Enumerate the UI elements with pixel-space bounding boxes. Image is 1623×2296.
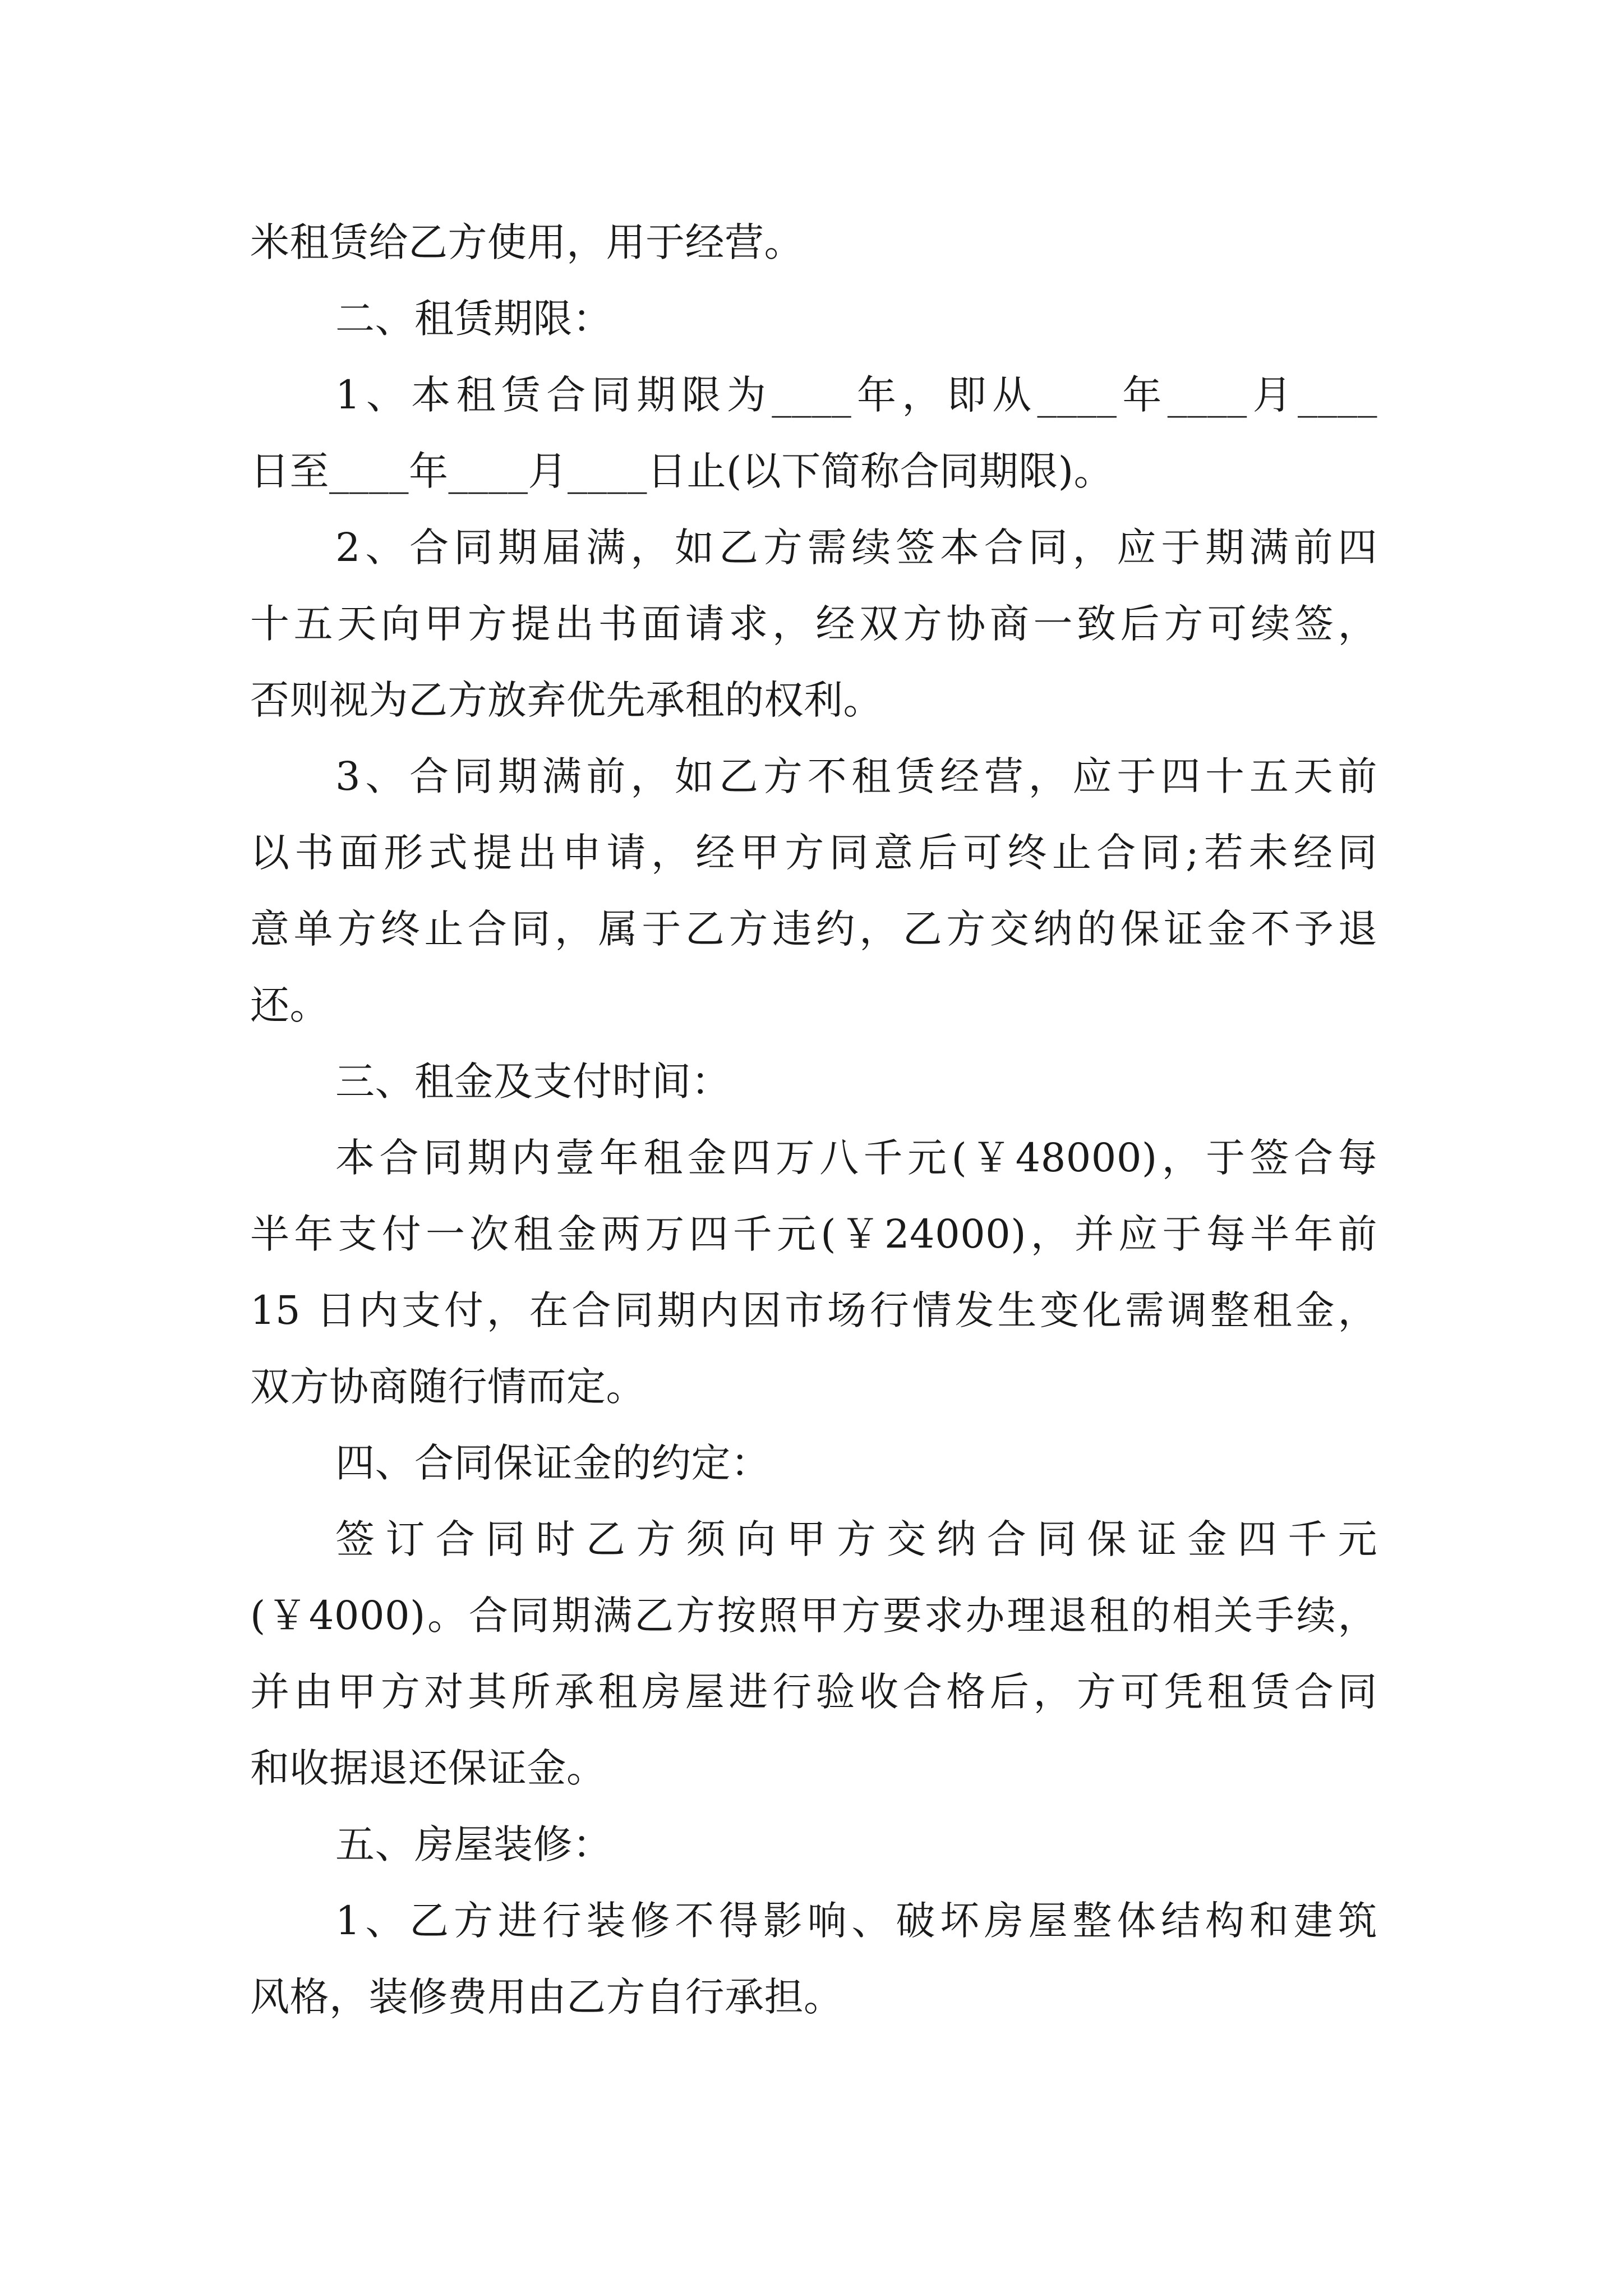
text-line: 1、本租赁合同期限为____年，即从____年____月____ <box>335 372 1377 418</box>
text-line: 还。 <box>250 982 329 1028</box>
text-line: 双方协商随行情而定。 <box>250 1364 645 1410</box>
text-line: 米租赁给乙方使用，用于经营。 <box>250 219 804 265</box>
section-heading: 五、房屋装修： <box>335 1821 612 1867</box>
text-line: 日至____年____月____日止(以下简称合同期限)。 <box>250 448 1114 494</box>
text-line: 15 日内支付，在合同期内因市场行情发生变化需调整租金， <box>250 1287 1377 1333</box>
text-line: 1、乙方进行装修不得影响、破坏房屋整体结构和建筑 <box>335 1898 1377 1944</box>
section-heading: 四、合同保证金的约定： <box>335 1440 771 1486</box>
text-line: 意单方终止合同，属于乙方违约，乙方交纳的保证金不予退 <box>250 906 1377 952</box>
text-line: 并由甲方对其所承租房屋进行验收合格后，方可凭租赁合同 <box>250 1669 1377 1715</box>
text-line: 签订合同时乙方须向甲方交纳合同保证金四千元 <box>335 1516 1377 1562</box>
text-line: (￥4000)。合同期满乙方按照甲方要求办理退租的相关手续， <box>250 1593 1377 1639</box>
text-line: 本合同期内壹年租金四万八千元(￥48000)，于签合每 <box>335 1135 1377 1181</box>
text-line: 风格，装修费用由乙方自行承担。 <box>250 1974 843 2020</box>
text-line: 十五天向甲方提出书面请求，经双方协商一致后方可续签， <box>250 601 1377 647</box>
text-line: 2、合同期届满，如乙方需续签本合同，应于期满前四 <box>335 524 1377 570</box>
section-heading: 二、租赁期限： <box>335 296 612 342</box>
text-line: 和收据退还保证金。 <box>250 1745 606 1791</box>
section-heading: 三、租金及支付时间： <box>335 1059 731 1105</box>
text-line: 3、合同期满前，如乙方不租赁经营，应于四十五天前 <box>335 753 1377 799</box>
text-line: 以书面形式提出申请，经甲方同意后可终止合同;若未经同 <box>250 830 1377 876</box>
text-line: 否则视为乙方放弃优先承租的权利。 <box>250 677 883 723</box>
text-line: 半年支付一次租金两万四千元(￥24000)，并应于每半年前 <box>250 1211 1377 1257</box>
